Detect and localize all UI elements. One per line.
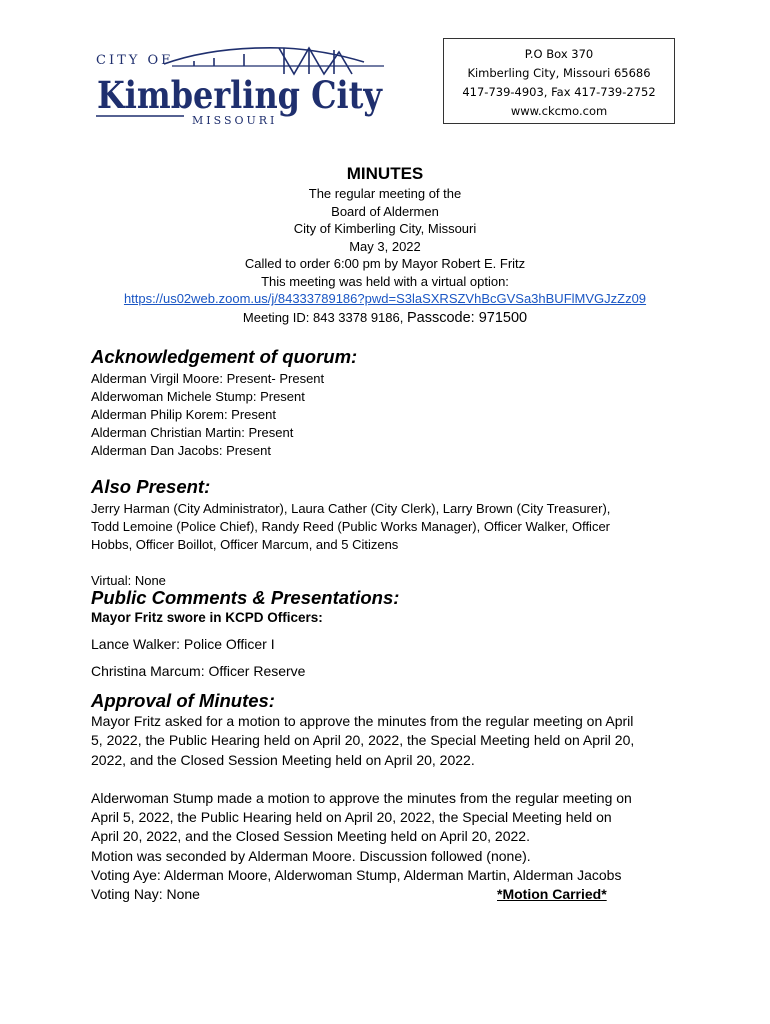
motion-paragraph-line: April 20, 2022, and the Closed Session Meeting held on April 20, 2022. <box>91 828 530 845</box>
motion-paragraph-line: April 5, 2022, the Public Hearing held on April 20, 2022, the Special Meeting held on <box>91 809 612 826</box>
approval-paragraph-line: 2022, and the Closed Session Meeting held on April 20, 2022. <box>91 751 475 768</box>
voting-nay-line <box>91 885 711 904</box>
virtual-attendance: Virtual: None <box>91 573 166 588</box>
officer-item: Christina Marcum: Officer Reserve <box>91 663 306 680</box>
city-state-zip: Kimberling City, Missouri 65686 <box>467 66 651 80</box>
quorum-heading: Acknowledgement of quorum: <box>91 346 358 367</box>
header-line: The regular meeting of the <box>308 186 462 201</box>
also-present-section <box>91 476 691 590</box>
motion-paragraph-line: Voting Aye: Alderman Moore, Alderwoman Stump, Alderman Martin, Alderman Jacobs <box>91 867 622 884</box>
city-logo <box>94 42 389 132</box>
public-comments-heading: Public Comments & Presentations: <box>91 587 400 608</box>
phone-fax: 417-739-4903, Fax 417-739-2752 <box>462 85 656 99</box>
approval-heading: Approval of Minutes: <box>91 690 275 711</box>
header-line: This meeting was held with a virtual option: <box>261 273 509 289</box>
officer-item: Lance Walker: Police Officer I <box>91 636 275 652</box>
quorum-member: Alderman Philip Korem: Present <box>91 407 276 422</box>
header-line: City of Kimberling City, Missouri <box>293 221 477 236</box>
header-line: Board of Aldermen <box>331 203 439 219</box>
approval-paragraph-line: Mayor Fritz asked for a motion to approve the minutes from the regular meeting on April <box>91 713 634 729</box>
header-line: May 3, 2022 <box>349 238 421 254</box>
header-line: Called to order 6:00 pm by Mayor Robert E. Fritz <box>244 256 526 271</box>
approval-section <box>91 690 711 905</box>
also-present-heading: Also Present: <box>91 476 211 497</box>
quorum-member: Alderman Virgil Moore: Present- Present <box>91 371 325 386</box>
website: www.ckcmo.com <box>510 104 608 118</box>
passcode: Passcode: 971500 <box>406 309 528 326</box>
motion-paragraph-line: Motion was seconded by Alderman Moore. Discussion followed (none). <box>91 847 531 864</box>
meeting-id-line <box>0 309 770 327</box>
address-box <box>443 38 675 124</box>
meeting-id: Meeting ID: 843 3378 9186, <box>242 309 407 325</box>
quorum-member: Alderwoman Michele Stump: Present <box>91 389 305 404</box>
logo-city-name: Kimberling City <box>97 73 384 117</box>
page-title: MINUTES <box>346 164 424 183</box>
zoom-link[interactable]: https://us02web.zoom.us/j/84333789186?pwd=S3laSXRSZVhBcGVSa3hBUFlMVGJzZz09 <box>123 291 647 306</box>
po-box: P.O Box 370 <box>524 47 594 61</box>
bridge-icon <box>94 42 389 132</box>
quorum-section <box>91 346 691 460</box>
also-present-line: Todd Lemoine (Police Chief), Randy Reed (Public Works Manager), Officer Walker, Officer <box>91 519 611 534</box>
quorum-member: Alderman Christian Martin: Present <box>91 425 294 440</box>
also-present-line: Jerry Harman (City Administrator), Laura Cather (City Clerk), Larry Brown (City Treasurer), <box>91 501 611 516</box>
motion-carried: *Motion Carried* <box>497 886 607 903</box>
public-comments-section <box>91 587 691 682</box>
motion-paragraph-line: Alderwoman Stump made a motion to approve the minutes from the regular meeting on <box>91 789 632 806</box>
logo-city-of: CITY OF <box>96 53 174 68</box>
voting-nay: Voting Nay: None <box>91 886 200 903</box>
also-present-line: Hobbs, Officer Boillot, Officer Marcum, and 5 Citizens <box>91 537 399 552</box>
minutes-header <box>0 163 770 327</box>
approval-paragraph-line: 5, 2022, the Public Hearing held on April 20, 2022, the Special Meeting held on April 20, <box>91 732 635 749</box>
quorum-member: Alderman Dan Jacobs: Present <box>91 443 271 458</box>
logo-state: MISSOURI <box>192 114 278 127</box>
public-comments-subheading: Mayor Fritz swore in KCPD Officers: <box>91 610 323 625</box>
